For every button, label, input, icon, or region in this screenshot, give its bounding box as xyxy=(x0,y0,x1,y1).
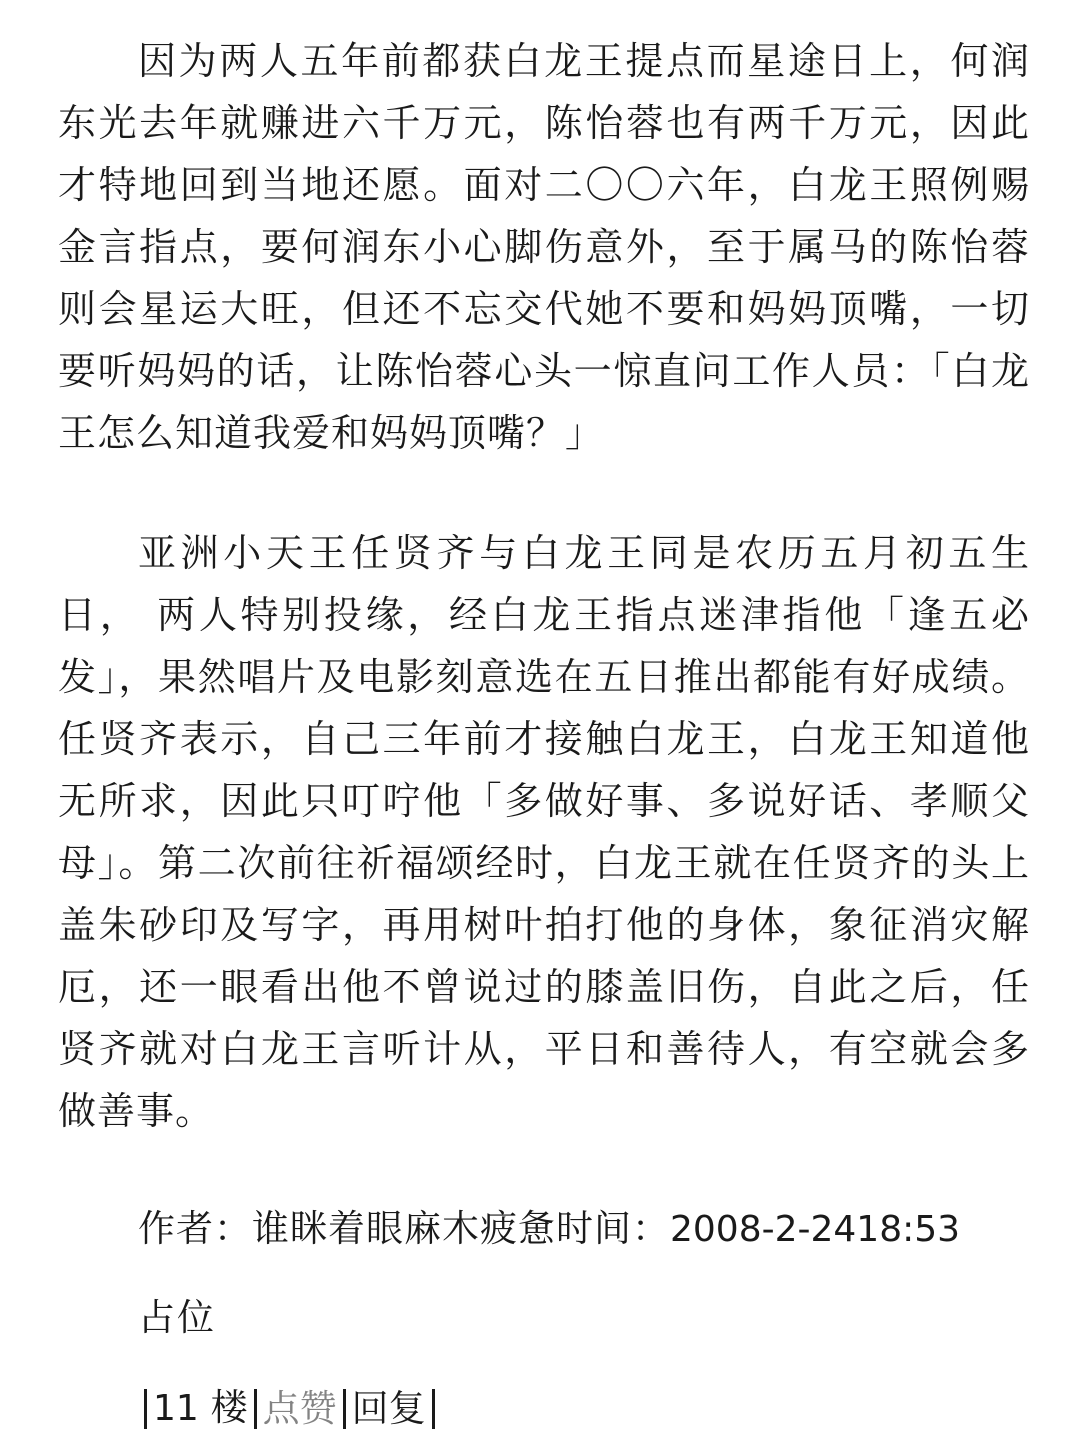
separator xyxy=(254,1389,257,1429)
post-meta xyxy=(138,1198,1030,1261)
article-paragraph-1: 因为两人五年前都获白龙王提点而星途日上，何润东光去年就赚进六千万元，陈怡蓉也有两千万元，因此才特地回到当地还愿。面对二〇〇六年，白龙王照例赐金言指点，要何润东小心脚伤意外，至于属马的陈怡蓉则会星运大旺，但还不忘交代她不要和妈妈顶嘴，一切要听妈妈的话，让陈怡蓉心头一惊直问工作人员：「白龙王怎么知道我爱和妈妈顶嘴？」 xyxy=(58,39,1030,455)
separator xyxy=(343,1389,346,1429)
floor-label xyxy=(153,1377,248,1440)
separator xyxy=(144,1389,147,1429)
like-button[interactable]: 点赞 xyxy=(262,1386,337,1430)
floor-suffix: 楼 xyxy=(198,1386,248,1429)
placeholder-text: 占位 xyxy=(138,1296,216,1339)
post-footer-actions xyxy=(138,1377,1030,1440)
reply-button[interactable]: 回复 xyxy=(351,1386,426,1430)
post-time: 2008-2-2418:53 xyxy=(670,1209,961,1250)
time-label: 时间： xyxy=(556,1207,670,1250)
floor-number: 11 xyxy=(153,1388,199,1429)
article-paragraph-2: 亚洲小天王任贤齐与白龙王同是农历五月初五生日， 两人特别投缘，经白龙王指点迷津指他「逢五必发」，果然唱片及电影刻意选在五日推出都能有好成绩。任贤齐表示，自己三年前才接触白龙王，白龙王知道他无所求，因此只叮咛他「多做好事、多说好话、孝顺父母」。第二次前往祈福颂经时，白龙王就在任贤齐的头上盖朱砂印及写字，再用树叶拍打他的身体，象征消灾解厄，还一眼看出他不曾说过的膝盖旧伤，自此之后，任贤齐就对白龙王言听计从，平日和善待人，有空就会多做善事。 xyxy=(58,531,1030,1133)
author-name[interactable]: 谁眯着眼麻木疲惫 xyxy=(252,1207,556,1250)
separator xyxy=(432,1389,435,1429)
author-label: 作者： xyxy=(138,1207,252,1250)
